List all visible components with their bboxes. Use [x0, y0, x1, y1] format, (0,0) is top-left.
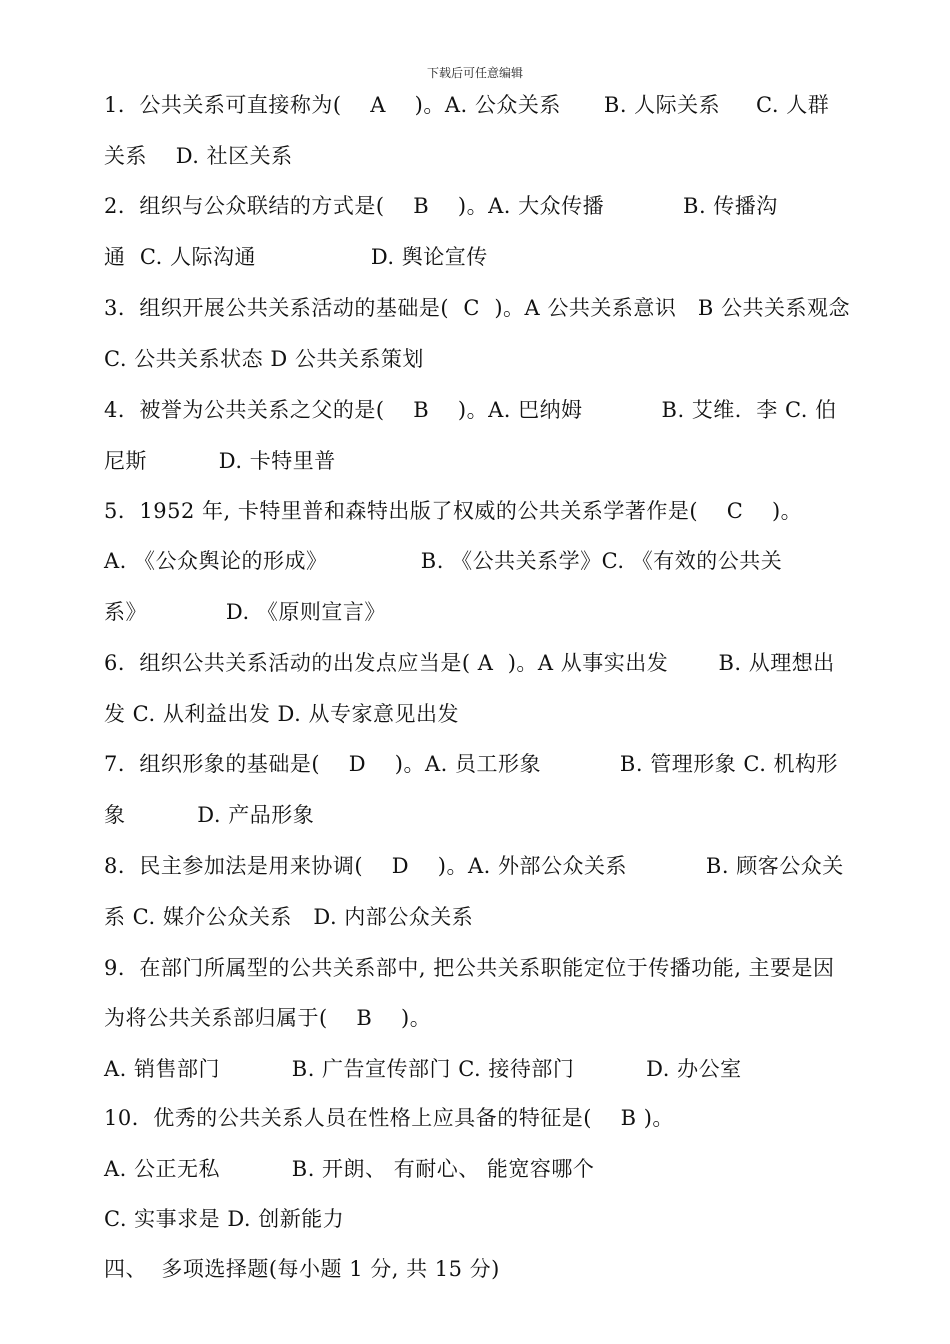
- text-line: 8．民主参加法是用来协调( D )。A. 外部公众关系 B. 顾客公众关: [104, 854, 844, 878]
- text-line: 为将公共关系部归属于( B )。: [104, 1006, 432, 1030]
- text-line: 发 C. 从利益出发 D. 从专家意见出发: [104, 702, 459, 726]
- text-line: 7．组织形象的基础是( D )。A. 员工形象 B. 管理形象 C. 机构形: [104, 752, 839, 776]
- text-line: 5．1952 年, 卡特里普和森特出版了权威的公共关系学著作是( C )。: [104, 499, 803, 523]
- text-line: C. 实事求是 D. 创新能力: [104, 1207, 345, 1231]
- text-line: C. 公共关系状态 D 公共关系策划: [104, 347, 424, 371]
- text-line: 9．在部门所属型的公共关系部中, 把公共关系职能定位于传播功能, 主要是因: [104, 956, 835, 980]
- text-line: A. 《公众舆论的形成》 B. 《公共关系学》C. 《有效的公共关: [104, 549, 783, 573]
- section-heading: 四、 多项选择题(每小题 1 分, 共 15 分): [104, 1257, 500, 1281]
- text-line: 2．组织与公众联结的方式是( B )。A. 大众传播 B. 传播沟: [104, 194, 778, 218]
- text-line: 象 D. 产品形象: [104, 803, 315, 827]
- text-line: 10．优秀的公共关系人员在性格上应具备的特征是( B )。: [104, 1106, 674, 1130]
- text-line: 系 C. 媒介公众关系 D. 内部公众关系: [104, 905, 474, 929]
- text-line: 尼斯 D. 卡特里普: [104, 449, 336, 473]
- text-line: 系》 D. 《原则宣言》: [104, 600, 386, 624]
- text-line: 关系 D. 社区关系: [104, 144, 293, 168]
- page-header: 下载后可任意编辑: [426, 66, 523, 80]
- text-line: 1．公共关系可直接称为( A )。A. 公众关系 B. 人际关系 C. 人群: [104, 93, 830, 117]
- text-line: A. 销售部门 B. 广告宣传部门 C. 接待部门 D. 办公室: [104, 1057, 742, 1081]
- text-line: 4．被誉为公共关系之父的是( B )。A. 巴纳姆 B. 艾维．李 C. 伯: [104, 398, 837, 422]
- text-line: 6．组织公共关系活动的出发点应当是( A )。A 从事实出发 B. 从理想出: [104, 651, 835, 675]
- text-line: 通 C. 人际沟通 D. 舆论宣传: [104, 245, 488, 269]
- text-line: A. 公正无私 B. 开朗、 有耐心、 能宽容哪个: [104, 1157, 595, 1181]
- text-line: 3．组织开展公共关系活动的基础是( C )。A 公共关系意识 B 公共关系观念: [104, 296, 850, 320]
